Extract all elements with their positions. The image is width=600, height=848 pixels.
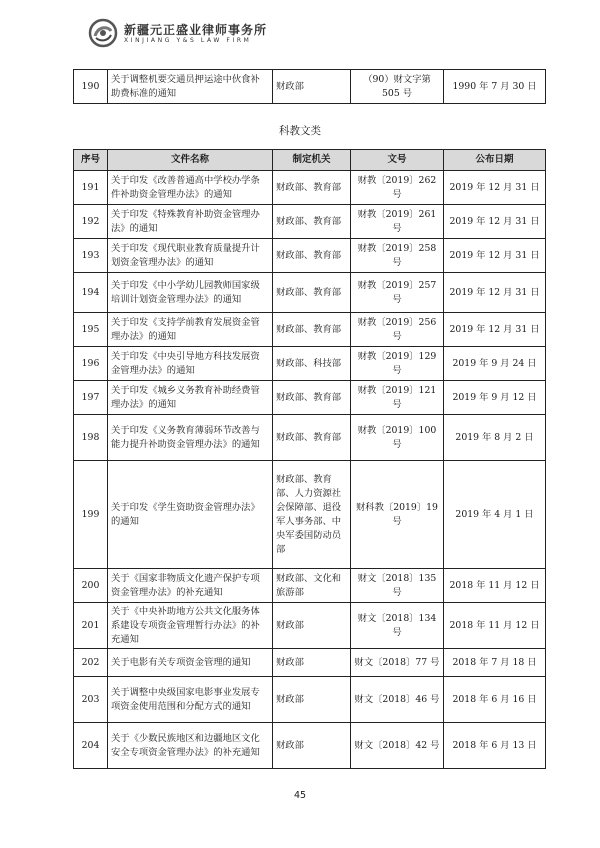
publish-date: 2019 年 9 月 24 日 bbox=[444, 347, 546, 381]
issuing-agency: 财政部 bbox=[273, 70, 351, 104]
row-number: 195 bbox=[74, 313, 108, 347]
document-number: 财文〔2018〕42 号 bbox=[351, 723, 444, 769]
header-agency: 制定机关 bbox=[273, 150, 351, 171]
document-name: 关于电影有关专项资金管理的通知 bbox=[108, 649, 273, 677]
row-number: 197 bbox=[74, 381, 108, 415]
table-row bbox=[74, 603, 546, 649]
table-row bbox=[74, 239, 546, 273]
document-name: 关于调整机要交通员押运途中伙食补助费标准的通知 bbox=[108, 70, 273, 104]
row-number: 192 bbox=[74, 205, 108, 239]
row-number: 204 bbox=[74, 723, 108, 769]
publish-date: 2019 年 12 月 31 日 bbox=[444, 239, 546, 273]
issuing-agency: 财政部、教育部 bbox=[273, 239, 351, 273]
table-row bbox=[74, 461, 546, 569]
document-name: 关于印发《中央引导地方科技发展资金管理办法》的通知 bbox=[108, 347, 273, 381]
header-no: 序号 bbox=[74, 150, 108, 171]
document-name: 关于印发《支持学前教育发展资金管理办法》的通知 bbox=[108, 313, 273, 347]
publish-date: 2018 年 11 月 12 日 bbox=[444, 603, 546, 649]
continued-table bbox=[73, 69, 546, 104]
document-name: 关于印发《义务教育薄弱环节改善与能力提升补助资金管理办法》的通知 bbox=[108, 415, 273, 461]
publish-date: 2019 年 9 月 12 日 bbox=[444, 381, 546, 415]
row-number: 190 bbox=[74, 70, 108, 104]
table-row bbox=[74, 347, 546, 381]
publish-date: 2019 年 12 月 31 日 bbox=[444, 313, 546, 347]
issuing-agency: 财政部 bbox=[273, 677, 351, 723]
publish-date: 2018 年 6 月 13 日 bbox=[444, 723, 546, 769]
document-number: 财教〔2019〕261 号 bbox=[351, 205, 444, 239]
publish-date: 2019 年 4 月 1 日 bbox=[444, 461, 546, 569]
table-row bbox=[74, 171, 546, 205]
row-number: 200 bbox=[74, 569, 108, 603]
issuing-agency: 财政部、教育部 bbox=[273, 171, 351, 205]
issuing-agency: 财政部、教育部 bbox=[273, 313, 351, 347]
document-name: 关于印发《中小学幼儿园教师国家级培训计划资金管理办法》的通知 bbox=[108, 273, 273, 313]
row-number: 199 bbox=[74, 461, 108, 569]
document-name: 关于印发《改善普通高中学校办学条件补助资金管理办法》的通知 bbox=[108, 171, 273, 205]
document-number: 财教〔2019〕257 号 bbox=[351, 273, 444, 313]
table-row bbox=[74, 415, 546, 461]
table-row bbox=[74, 273, 546, 313]
document-number: 财文〔2018〕46 号 bbox=[351, 677, 444, 723]
firm-name-cn: 新疆元正盛业律师事务所 bbox=[124, 23, 268, 37]
document-number: 财教〔2019〕262 号 bbox=[351, 171, 444, 205]
document-name: 关于印发《学生资助资金管理办法》的通知 bbox=[108, 461, 273, 569]
row-number: 198 bbox=[74, 415, 108, 461]
table-row bbox=[74, 723, 546, 769]
row-number: 202 bbox=[74, 649, 108, 677]
header-name: 文件名称 bbox=[108, 150, 273, 171]
document-name: 关于印发《城乡义务教育补助经费管理办法》的通知 bbox=[108, 381, 273, 415]
row-number: 194 bbox=[74, 273, 108, 313]
document-number: 财教〔2019〕258 号 bbox=[351, 239, 444, 273]
document-name: 关于《国家非物质文化遗产保护专项资金管理办法》的补充通知 bbox=[108, 569, 273, 603]
firm-name-en: XINJIANG Y&S LAW FIRM bbox=[124, 37, 252, 44]
table-row bbox=[74, 381, 546, 415]
issuing-agency: 财政部、文化和旅游部 bbox=[273, 569, 351, 603]
row-number: 196 bbox=[74, 347, 108, 381]
publish-date: 2019 年 12 月 31 日 bbox=[444, 171, 546, 205]
issuing-agency: 财政部 bbox=[273, 723, 351, 769]
document-number: 财文〔2018〕77 号 bbox=[351, 649, 444, 677]
row-number: 201 bbox=[74, 603, 108, 649]
document-number: 财教〔2019〕100 号 bbox=[351, 415, 444, 461]
document-name: 关于《少数民族地区和边疆地区文化安全专项资金管理办法》的补充通知 bbox=[108, 723, 273, 769]
publish-date: 2019 年 8 月 2 日 bbox=[444, 415, 546, 461]
row-number: 203 bbox=[74, 677, 108, 723]
table-row bbox=[74, 205, 546, 239]
publish-date: 2018 年 11 月 12 日 bbox=[444, 569, 546, 603]
issuing-agency: 财政部 bbox=[273, 649, 351, 677]
document-number: 财教〔2019〕129 号 bbox=[351, 347, 444, 381]
issuing-agency: 财政部 bbox=[273, 603, 351, 649]
issuing-agency: 财政部、教育部 bbox=[273, 205, 351, 239]
header-date: 公布日期 bbox=[444, 150, 546, 171]
publish-date: 2018 年 7 月 18 日 bbox=[444, 649, 546, 677]
publish-date: 2019 年 12 月 31 日 bbox=[444, 205, 546, 239]
header-doc: 文号 bbox=[351, 150, 444, 171]
issuing-agency: 财政部、科技部 bbox=[273, 347, 351, 381]
issuing-agency: 财政部、教育部 bbox=[273, 381, 351, 415]
table-row bbox=[74, 649, 546, 677]
section-title: 科教文类 bbox=[279, 125, 321, 137]
publish-date: 2018 年 6 月 16 日 bbox=[444, 677, 546, 723]
row-number: 191 bbox=[74, 171, 108, 205]
table-row bbox=[74, 677, 546, 723]
regulations-table bbox=[73, 149, 546, 769]
table-row bbox=[74, 313, 546, 347]
table-row bbox=[74, 569, 546, 603]
table-row bbox=[74, 70, 546, 104]
issuing-agency: 财政部、教育部 bbox=[273, 415, 351, 461]
document-number: 财教〔2019〕256 号 bbox=[351, 313, 444, 347]
document-number: 财科教〔2019〕19 号 bbox=[351, 461, 444, 569]
letterhead bbox=[88, 18, 528, 52]
document-number: （90）财文字第 505 号 bbox=[351, 70, 444, 104]
document-number: 财文〔2018〕135 号 bbox=[351, 569, 444, 603]
document-number: 财文〔2018〕134 号 bbox=[351, 603, 444, 649]
document-name: 关于《中央补助地方公共文化服务体系建设专项资金管理暂行办法》的补充通知 bbox=[108, 603, 273, 649]
table-header-row bbox=[74, 150, 546, 171]
issuing-agency: 财政部、教育部 bbox=[273, 273, 351, 313]
publish-date: 1990 年 7 月 30 日 bbox=[444, 70, 546, 104]
firm-logo-icon bbox=[88, 18, 118, 48]
document-name: 关于调整中央级国家电影事业发展专项资金使用范围和分配方式的通知 bbox=[108, 677, 273, 723]
document-number: 财教〔2019〕121 号 bbox=[351, 381, 444, 415]
issuing-agency: 财政部、教育部、人力资源社会保障部、退役军人事务部、中央军委国防动员部 bbox=[273, 461, 351, 569]
document-name: 关于印发《特殊教育补助资金管理办法》的通知 bbox=[108, 205, 273, 239]
document-name: 关于印发《现代职业教育质量提升计划资金管理办法》的通知 bbox=[108, 239, 273, 273]
row-number: 193 bbox=[74, 239, 108, 273]
page-number: 45 bbox=[293, 790, 307, 801]
publish-date: 2019 年 12 月 31 日 bbox=[444, 273, 546, 313]
